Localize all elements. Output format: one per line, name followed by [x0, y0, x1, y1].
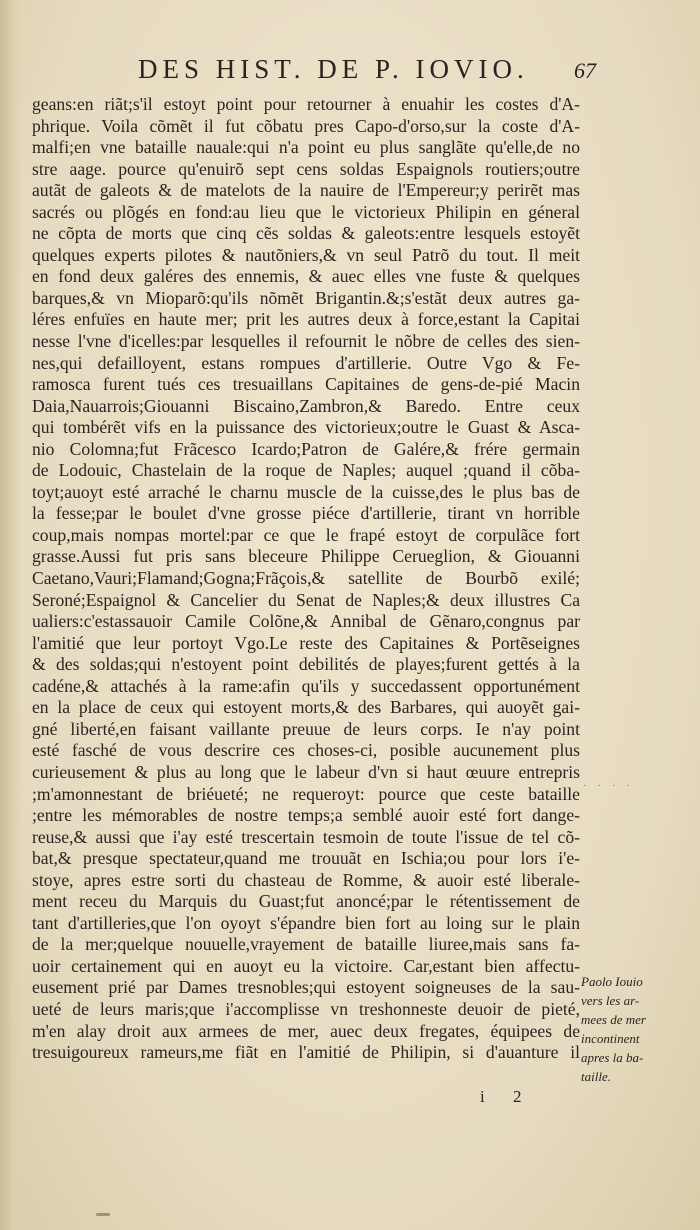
marginal-note-line: taille. — [581, 1069, 611, 1084]
marginal-note-line: vers les ar- — [581, 993, 640, 1008]
signature-mark: i 2 — [480, 1087, 534, 1106]
text-line: autãt de galeots & de matelots de la nauire de l'Empereur;y perirẽt mas — [32, 180, 580, 201]
text-line: barques,& vn Mioparõ:qu'ils nõmẽt Brigantin.&;s'estãt deux autres ga- — [32, 287, 580, 308]
text-line: m'en alay droit aux armees de mer, auec deux fregates, équipees de — [32, 1020, 580, 1041]
marginal-note-line: Paolo Iouio — [581, 974, 643, 989]
text-line: ueté de leurs maris;que i'accomplisse vn treshonneste deuoir de pieté, — [32, 998, 580, 1019]
marginal-note-line: incontinent — [581, 1031, 640, 1046]
text-line: en la place de ceux qui estoyent morts,& des Barbares, qui auoyẽt gai- — [32, 697, 580, 718]
text-line: nesse l'vne d'icelles:par lesquelles il refournit le nõbre de celles des sien- — [32, 331, 580, 352]
text-line: l'amitié que leur portoyt Vgo.Le reste des Capitaines & Portẽseignes — [32, 632, 580, 653]
binding-gutter — [0, 0, 22, 1230]
marginal-note-line: apres la ba- — [581, 1050, 644, 1065]
text-line: qui tombérẽt vifs en la puissance des victorieux;outre le Guast & Asca- — [32, 417, 580, 438]
text-line: quelques experts pilotes & nautõniers,& vn seul Patrõ du tout. Il meit — [32, 244, 580, 265]
text-line: uoir certainement qui en auoyt eu la victoire. Car,estant bien affectu- — [32, 955, 580, 976]
text-line: esté fasché de vous descrire ces choses-ci, posiblе aucunement plus — [32, 740, 580, 761]
text-line: coup,mais nompas mortel:par ce que le frapé estoyt de corpulãce fort — [32, 524, 580, 545]
text-line: phrique. Voila cõmẽt il fut cõbatu pres Capo-d'orso,sur la coste d'A- — [32, 115, 580, 136]
text-line: en fond deux galéres des ennemis, & auec elles vne fuste & quelques — [32, 266, 580, 287]
text-line: ment receu du Marquis du Guast;fut anoncé;par le rétentissement de — [32, 891, 580, 912]
page-number: 67 — [574, 58, 596, 83]
text-line: Daia,Nauarrois;Giouanni Biscaino,Zambron,& Baredo. Entre ceux — [32, 395, 580, 416]
text-line: ualiers:c'estassauoir Camile Colõne,& Annibal de Gẽnaro,congnus par — [32, 611, 580, 632]
text-line: ne cõpta de morts que cinq cẽs soldas & galeots:entre lesquels estoyẽt — [32, 223, 580, 244]
text-line: ramosca furent tués ces tresuaillans Capitaines de gens-de-pié Macin — [32, 374, 580, 395]
ink-smudge — [96, 1213, 110, 1216]
text-line: tresuigoureux rameurs,me fiãt en l'amitié de Philipin, si d'auanture il — [32, 1042, 580, 1063]
text-line: stre aage. pource qu'enuirõ sept cens soldas Espaignols routiers;outre — [32, 158, 580, 179]
text-line: Seroné;Espaignol & Cancelier du Senat de Naples;& deux illustres Ca — [32, 589, 580, 610]
text-line: de la mer;quelque nouuelle,vrayement de bataille liuree,mais sans fa- — [32, 934, 580, 955]
text-line: nes,qui defailloyent, estans rompues d'artillerie. Outre Vgo & Fe- — [32, 352, 580, 373]
text-line: toyt;auoyt esté arraché le charnu muscle de la cuisse,des le plus bas de — [32, 481, 580, 502]
text-line: sacrés ou plõgés en fond:au lieu que le victorieux Philipin en géneral — [32, 201, 580, 222]
marginal-note-line: mees de mer — [581, 1012, 646, 1027]
text-line: nio Colomna;fut Frãcesco Icardo;Patron de Galére,& frére germain — [32, 438, 580, 459]
text-line: ;m'amonnestant de briéueté; ne requeroyt: pource que ceste bataille — [32, 783, 580, 804]
text-line: la fesse;par le boulet d'vne grosse piéce d'artillerie, tirant vn horrible — [32, 503, 580, 524]
text-line: curieusement & plus au long que le labeur d'vn si haut œuure entrepris — [32, 761, 580, 782]
text-line: malfi;en vne bataille naualе:qui n'a point eu plus sanglãte qu'elle,de no — [32, 137, 580, 158]
text-line: bat,& presque spectateur,quand me trouuãt en Ischia;ou pour lors i'e- — [32, 848, 580, 869]
marginal-note — [581, 972, 691, 1086]
text-line: eusement prié par Dames tresnobles;qui estoyent soigneuses de la sau- — [32, 977, 580, 998]
text-line: cadéne,& attachés à la rame:afin qu'ils y succedassent opportunément — [32, 675, 580, 696]
text-line: stoye, apres estre sorti du chasteau de Romme, & auoir esté liberale- — [32, 869, 580, 890]
text-line: tant d'artilleries,que l'on oyoyt s'épandre bien fort au loing sur le plain — [32, 912, 580, 933]
text-line: grasse.Aussi fut pris sans bleceure Philippe Cerueglion, & Giouanni — [32, 546, 580, 567]
text-line: léres enfuïes en haute mer; prit les autres deux à force,estant la Capitai — [32, 309, 580, 330]
text-line: de Lodouic, Chastelain de la roque de Naples; auquel ;quand il cõba- — [32, 460, 580, 481]
margin-dots: · · · · — [583, 780, 634, 792]
text-line: gné liberté,en faisant vaillante preuue de leurs corps. Ie n'ay point — [32, 718, 580, 739]
text-line: reuse,& aussi que i'ay esté trescertain tesmoin de toute l'issue de tel cõ- — [32, 826, 580, 847]
text-line: & des soldas;qui n'estoyent point debilités de playes;furent gettés à la — [32, 654, 580, 675]
running-head: DES HIST. DE P. IOVIO. — [138, 54, 529, 84]
text-line: geans:en riãt;s'il estoyt point pour retourner à enuahir les costes d'A- — [32, 94, 580, 114]
text-line: ;entre les mémorables de nostre temps;a semblé auoir esté fort dange- — [32, 805, 580, 826]
body-text — [32, 94, 580, 1064]
text-line: Caetano,Vauri;Flamand;Gogna;Frãçois,& satellite de Bourbõ exilé; — [32, 568, 580, 589]
